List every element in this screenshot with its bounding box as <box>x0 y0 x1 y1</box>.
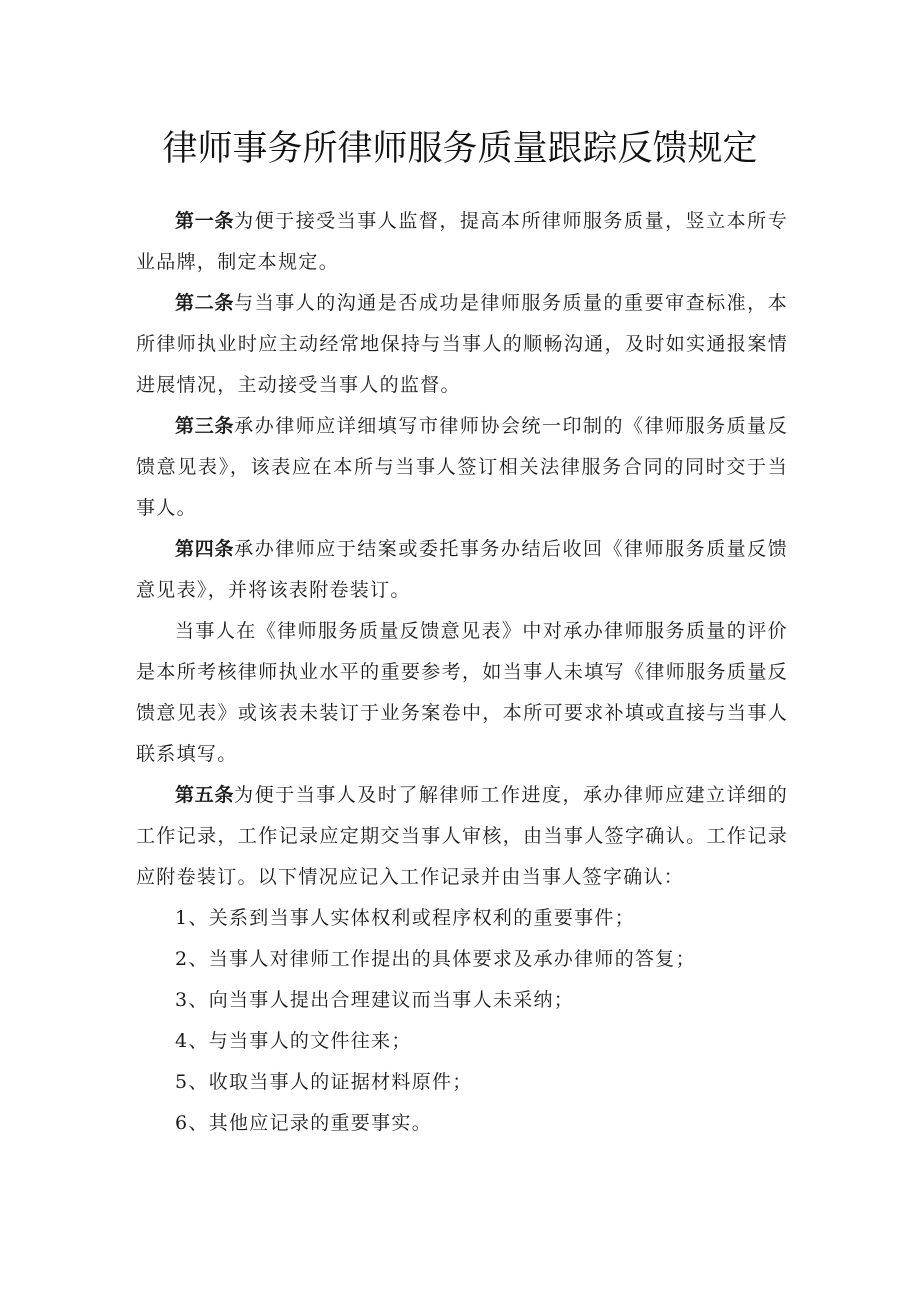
list-item: 4、与当事人的文件往来； <box>175 1030 412 1052</box>
list-item: 5、收取当事人的证据材料原件； <box>175 1071 473 1093</box>
article-label: 第二条 <box>175 292 235 314</box>
article-text: 与当事人的沟通是否成功是律师服务质量的重要审查标准，本所律师执业时应主动经常地保持与当事人的顺畅沟通，及时如实通报案情进展情况，主动接受当事人的监督。 <box>136 292 788 396</box>
article-text: 承办律师应详细填写市律师协会统一印制的《律师服务质量反馈意见表》，该表应在本所与当事人签订相关法律服务合同的同时交于当事人。 <box>136 415 788 519</box>
article-4-continuation <box>136 611 788 775</box>
article-label: 第五条 <box>175 784 235 806</box>
document-body <box>136 201 788 1144</box>
article-5 <box>136 775 788 898</box>
article-4 <box>136 529 788 611</box>
article-1 <box>136 201 788 283</box>
article-label: 第一条 <box>175 210 235 232</box>
article-3 <box>136 406 788 529</box>
list-item: 2、当事人对律师工作提出的具体要求及承办律师的答复； <box>175 948 696 970</box>
article-label: 第四条 <box>175 538 235 560</box>
article-text: 为便于接受当事人监督，提高本所律师服务质量，竖立本所专业品牌，制定本规定。 <box>136 210 788 273</box>
article-text: 承办律师应于结案或委托事务办结后收回《律师服务质量反馈意见表》，并将该表附卷装订。 <box>136 538 788 601</box>
article-text: 为便于当事人及时了解律师工作进度，承办律师应建立详细的工作记录，工作记录应定期交当事人审核，由当事人签字确认。工作记录应附卷装订。以下情况应记入工作记录并由当事人签字确认： <box>136 784 788 888</box>
list-item: 3、向当事人提出合理建议而当事人未采纳； <box>175 989 575 1011</box>
list-item: 6、其他应记录的重要事实。 <box>175 1112 432 1134</box>
document-title: 律师事务所律师服务质量跟踪反馈规定 <box>162 129 758 169</box>
article-2 <box>136 283 788 406</box>
paragraph-text: 当事人在《律师服务质量反馈意见表》中对承办律师服务质量的评价是本所考核律师执业水平的重要参考，如当事人未填写《律师服务质量反馈意见表》或该表未装订于业务案卷中，本所可要求补填或直接与当事人联系填写。 <box>136 620 788 765</box>
article-label: 第三条 <box>175 415 235 437</box>
list-item: 1、关系到当事人实体权利或程序权利的重要事件； <box>175 907 635 929</box>
